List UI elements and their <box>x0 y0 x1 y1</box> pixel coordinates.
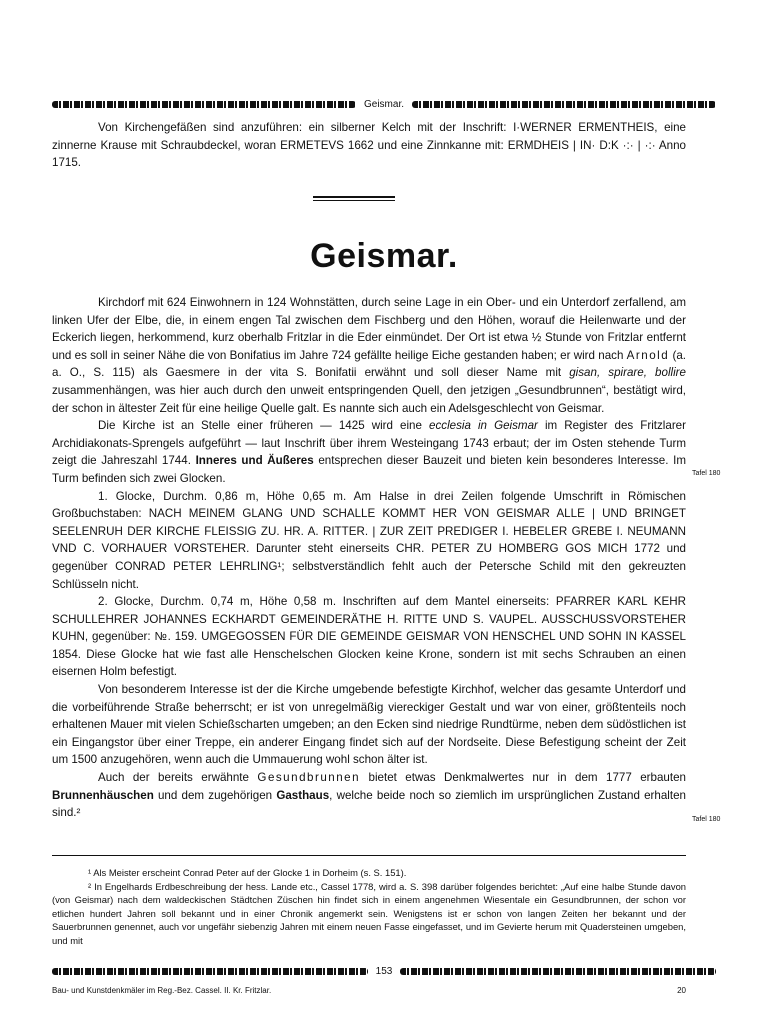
text-run: , welche beide noch so ziemlich im ursprünglichen Zustand erhalten sind.² <box>52 788 686 820</box>
margin-note-plate: Tafel 180 <box>692 470 721 477</box>
footnote-2: ² In Engelhards Erdbeschreibung der hess. Lande etc., Cassel 1778, wird a. S. 398 darüber folgendes berichtet: „Auf eine halbe Stunde davon (von Geismar) nach dem waldeckischen Städtchen Züschen hin findet sich in einem angenehmen Wiesentale ein Gesundbrunnen, der schon vor etlichen hundert Jahren soll bekannt und in einer Chronik angemerkt sein. Wenigstens ist er schon von langen Zeiten her bekannt und der Sauerbrunnen genennet, auch vor ungefähr siebenzig Jahren mit einem neuen Fasse eingefasset, und im Gevierte herum mit Quadersteinen umgeben, und mit <box>52 880 686 946</box>
section-divider <box>313 196 395 201</box>
footnotes <box>52 866 686 948</box>
footnote-rule <box>52 855 686 856</box>
paragraph-bell-1: 1. Glocke, Durchm. 0,86 m, Höhe 0,65 m. Am Halse in drei Zeilen folgende Umschrift in Römischen Großbuchstaben: NACH MEINEM GLANG UND SCHALLE KOMMT HER VON GEISMAR ALLE | UND BRINGET SEELENRUH DER KIRCHE FLEISSIG ZU. HR. A. RITTER. | ZUR ZEIT PREDIGER I. HEBELER GREBE I. NEUMANN VND C. VORHAUER VORSTEHER. Darunter steht einerseits CHR. PETER ZU HOMBERG GOS MICH 1772 und gegenüber CONRAD PETER LEHRLING¹; selbstverständlich fehlt auch der Petersche Schild mit den gekreuzten Schlüsseln nicht. <box>52 489 686 591</box>
text-run: Auch der bereits erwähnte <box>98 771 258 785</box>
running-head <box>52 99 716 110</box>
text-run: bietet etwas Denkmalwertes nur in dem 1777 erbauten <box>360 771 686 785</box>
page-footer <box>52 986 686 995</box>
ornament-right <box>412 101 716 108</box>
emphasis-heading: Inneres und Äußeres <box>195 454 314 468</box>
text-run: Die Kirche ist an Stelle einer früheren — 1425 wird eine <box>98 419 430 433</box>
ornament-right <box>400 968 716 975</box>
text-run: (a. a. O., S. 115) als Gaesmere in der vita S. Bonifatii erwähnt und soll dieser Name mit <box>52 348 686 380</box>
paragraph-church <box>52 417 686 487</box>
section-title: Geismar. <box>310 237 458 275</box>
text-run: Kirchdorf mit 624 Einwohnern in 124 Wohnstätten, durch seine Lage in ein Ober- und ein Unterdorf zerfallend, am linken Ufer der Elbe, die, in einem engen Tal zwischen dem Fischberg und den Höhen, worauf die Heilenwarte und der Eckerich liegen, herkommend, kurz oberhalb Fritzlar in die Eder einmündet. Der Ort ist etwa ½ Stunde von Fritzlar entfernt und es soll in seiner Nähe die von Bonifatius im Jahre 724 gefällte heilige Eiche gestanden haben; er wird nach <box>52 296 686 362</box>
paragraph-location <box>52 294 686 417</box>
footer-signature: 20 <box>677 986 686 995</box>
paragraph-spring <box>52 769 686 822</box>
emphasis-term: Gasthaus <box>276 788 330 802</box>
intro-paragraph: Von Kirchengefäßen sind anzuführen: ein silberner Kelch mit der Inschrift: I·WERNER ERMENTHEIS, eine zinnerne Krause mit Schraubdeckel, woran ERMETEVS 1662 und eine Zinnkanne mit: ERMDHEIS | IN· D:K ·:· | ·:· Anno 1715. <box>52 121 686 170</box>
footer-series-title: Bau- und Kunstdenkmäler im Reg.-Bez. Cassel. II. Kr. Fritzlar. <box>52 986 272 995</box>
text-run: und dem zugehörigen <box>153 788 277 802</box>
paragraph-bell-2: 2. Glocke, Durchm. 0,74 m, Höhe 0,58 m. Inschriften auf dem Mantel einerseits: PFARRER KARL KEHR SCHULLEHRER JOHANNES ECKHARDT GEMEINDERÄTHE H. RITTE UND S. VAUPEL. AUSSCHUSSVORSTEHER KUHN, gegenüber: №. 159. UMGEGOSSEN FÜR DIE GEMEINDE GEISMAR VON HENSCHEL UND SOHN IN KASSEL 1854. Diese Glocke hat wie fast alle Henschelschen Glocken keine Krone, sondern ist mit sechs Schrauben an einen eisernen Holm befestigt. <box>52 595 686 679</box>
latin-words: gisan, spirare, bollire <box>569 366 686 380</box>
text-run: entsprechen dieser Bauzeit und bieten kein besonderes Interesse. Im Turm befinden sich zwei Glocken. <box>52 454 686 485</box>
latin-phrase: ecclesia in Geismar <box>429 419 538 433</box>
running-head-title: Geismar. <box>364 99 405 110</box>
footnote-1: ¹ Als Meister erscheint Conrad Peter auf der Glocke 1 in Dorheim (s. S. 151). <box>88 867 407 878</box>
body-text <box>52 294 686 822</box>
text-run: im Register des Fritzlarer Archidiakonats-Sprengels aufgeführt — laut Inschrift über ihrem Westeingang 1743 erbaut; der im Osten stehende Turm zeigt die Jahreszahl 1744. <box>52 419 686 468</box>
intro-text <box>52 119 686 172</box>
author-name: Arnold <box>626 348 670 362</box>
text-run: zusammenhängen, was hier auch durch den unweit entspringenden Quell, den jetzigen „Gesundbrunnen“, bestätigt wird, der schon in ältester Zeit für eine heilige Quelle galt. Es nannte sich auch ein Adelsgeschlecht von Geismar. <box>52 383 686 415</box>
margin-note-plate: Tafel 180 <box>692 816 721 823</box>
ornament-left <box>52 101 356 108</box>
emphasis-term: Gesundbrunnen <box>257 771 361 785</box>
ornament-left <box>52 968 368 975</box>
emphasis-term: Brunnenhäuschen <box>52 788 154 802</box>
paragraph-churchyard: Von besonderem Interesse ist der die Kirche umgebende befestigte Kirchhof, welcher das gesamte Unterdorf und die vorbeiführende Straße beherrscht; er ist von unregelmäßig viereckiger Gestalt und war von einer, größtenteils noch erhaltenen Mauer mit vielen Schießscharten umgeben; an den Ecken sind niedrige Rundtürme, neben dem südöstlichen ist ein Eingangstor über einer Treppe, ein anderer Eingang findet sich auf der Nordseite. Diese Befestigung scheint der Zeit um 1500 anzugehören, wenn auch die Ummauerung wohl schon älter ist. <box>52 683 686 767</box>
page-number-row <box>52 966 716 977</box>
page-number: 153 <box>375 966 393 977</box>
